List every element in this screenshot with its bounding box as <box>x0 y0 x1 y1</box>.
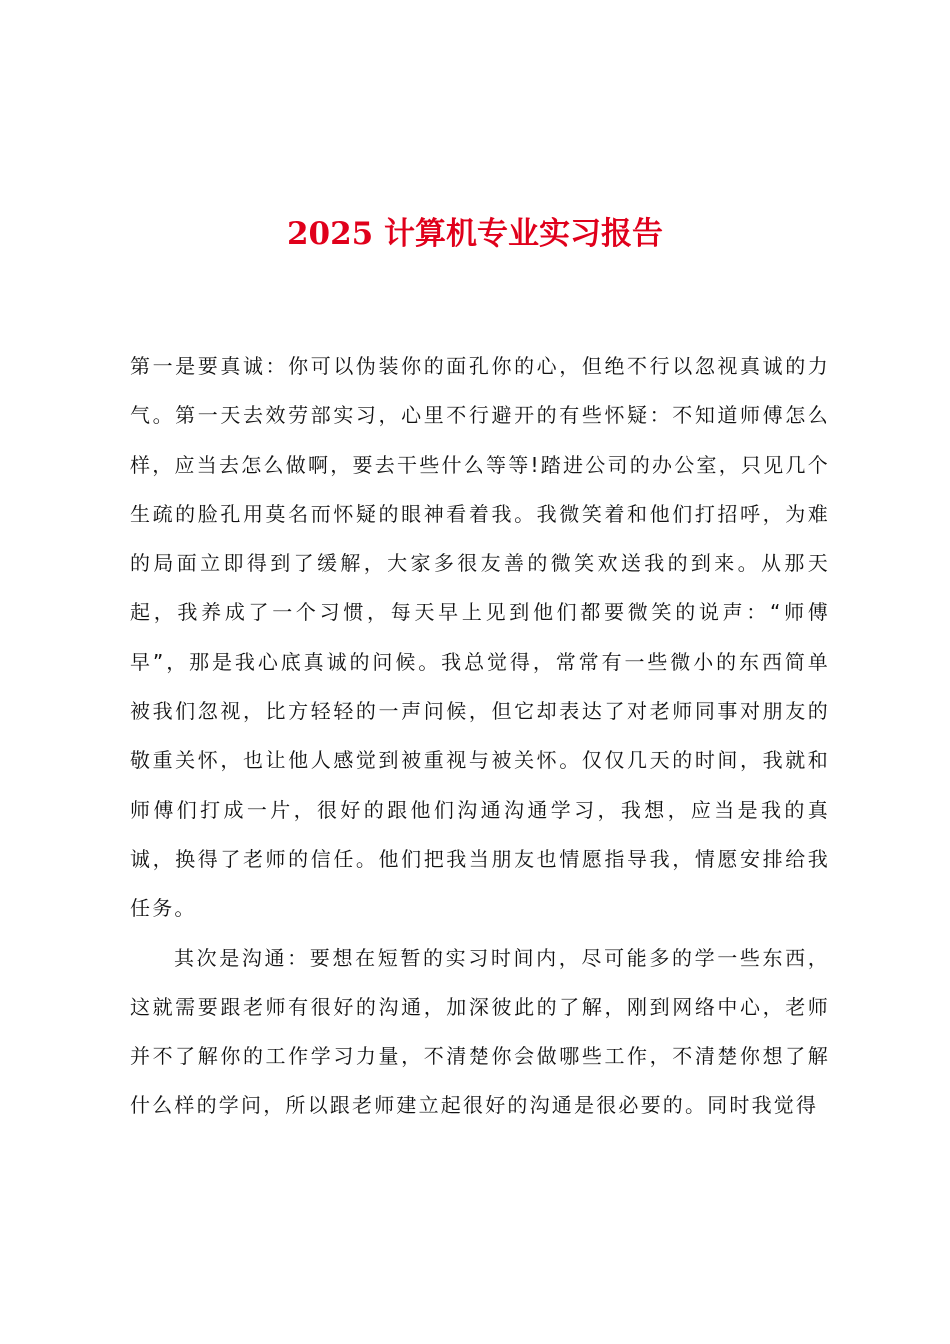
paragraph-communication: 其次是沟通：要想在短暂的实习时间内，尽可能多的学一些东西，这就需要跟老师有很好的沟通，加深彼此的了解，刚到网络中心，老师并不了解你的工作学习力量，不清楚你会做哪些工作，不清楚你想了解什么样的学问，所以跟老师建立起很好的沟通是很必要的。同时我觉得 <box>130 945 830 1118</box>
document-body <box>130 342 830 1131</box>
document-title: 2025 计算机专业实习报告 <box>286 216 664 252</box>
paragraph-sincerity: 第一是要真诚：你可以伪装你的面孔你的心，但绝不行以忽视真诚的力气。第一天去效劳部实习，心里不行避开的有些怀疑：不知道师傅怎么样，应当去怎么做啊，要去干些什么等等!踏进公司的办公室，只见几个生疏的脸孔用莫名而怀疑的眼神看着我。我微笑着和他们打招呼，为难的局面立即得到了缓解，大家多很友善的微笑欢送我的到来。从那天起，我养成了一个习惯，每天早上见到他们都要微笑的说声：“师傅早”，那是我心底真诚的问候。我总觉得，常常有一些微小的东西简单被我们忽视，比方轻轻的一声问候，但它却表达了对老师同事对朋友的敬重关怀，也让他人感觉到被重视与被关怀。仅仅几天的时间，我就和师傅们打成一片，很好的跟他们沟通沟通学习，我想，应当是我的真诚，换得了老师的信任。他们把我当朋友也情愿指导我，情愿安排给我任务。 <box>130 354 830 921</box>
